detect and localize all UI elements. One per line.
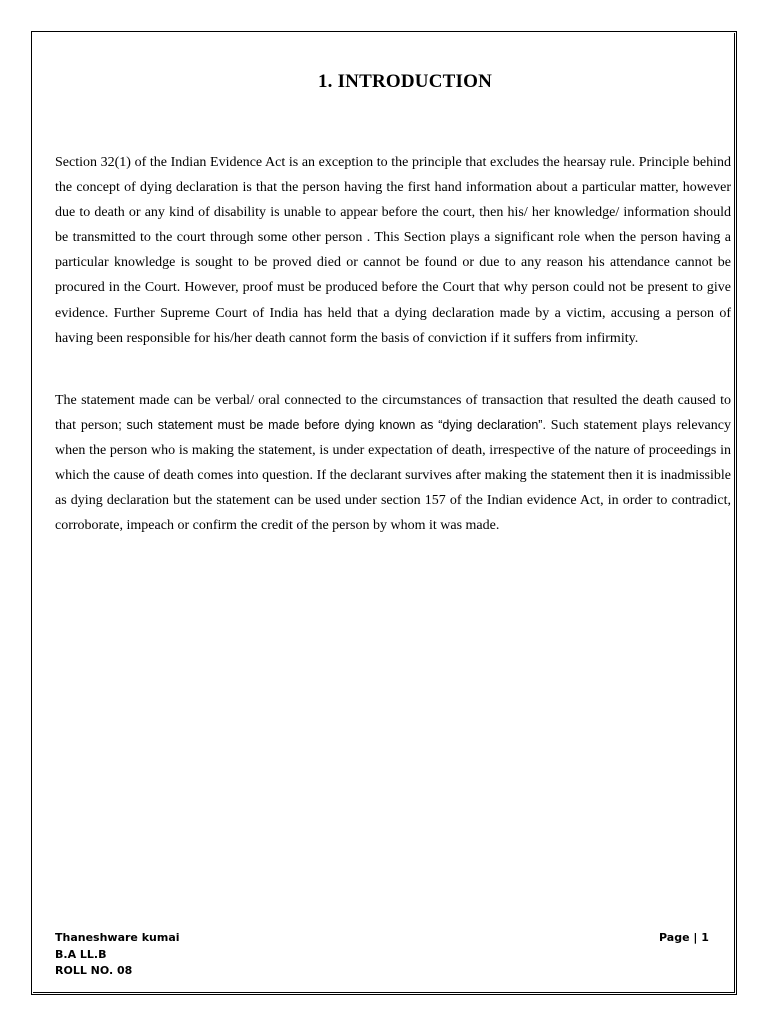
footer-author-block [55,930,180,980]
footer-author: Thaneshware kumai [55,931,180,944]
page-title: 1. INTRODUCTION [317,71,493,92]
paragraph-2-part-3: Such statement plays relevancy when the person who is making the statement, is under expectation of death, irrespective of the nature of proceedings in which the cause of death comes into question. If the declarant survives after making the statement then it is inadmissible as dying declaration but the statement can be used under section 157 of the Indian evidence Act, in order to contradict, corroborate, impeach or confirm the credit of the person by whom it was made. [55,418,731,534]
footer-roll-number: ROLL NO. 08 [55,964,133,977]
paragraph-2 [55,388,731,539]
paragraph-1: Section 32(1) of the Indian Evidence Act is an exception to the principle that excludes the hearsay rule. Principle behind the concept of dying declaration is that the person having the first hand information about a particular matter, however due to death or any kind of disability is unable to appear before the court, then his/ her knowledge/ information should be transmitted to the court through some other person . This Section plays a significant role when the person having a particular knowledge is sought to be proved died or cannot be found or due to any reason his attendance cannot be procured in the Court. However, proof must be produced before the Court that why person could not be present to give evidence. Further Supreme Court of India has held that a dying declaration made by a victim, accusing a person of having been responsible for his/her death cannot form the basis of conviction if it suffers from infirmity. [55,155,731,346]
paragraph-2-part-1: The statement made can be verbal/ oral connected to the circumstances of transaction that resulted the death caused to that person [55,393,731,434]
footer-page-number: Page | 1 [659,931,709,944]
footer-course: B.A LL.B [55,947,107,961]
paragraph-2-part-2: ; such statement must be made before dying known as “dying declaration”. [118,418,546,433]
